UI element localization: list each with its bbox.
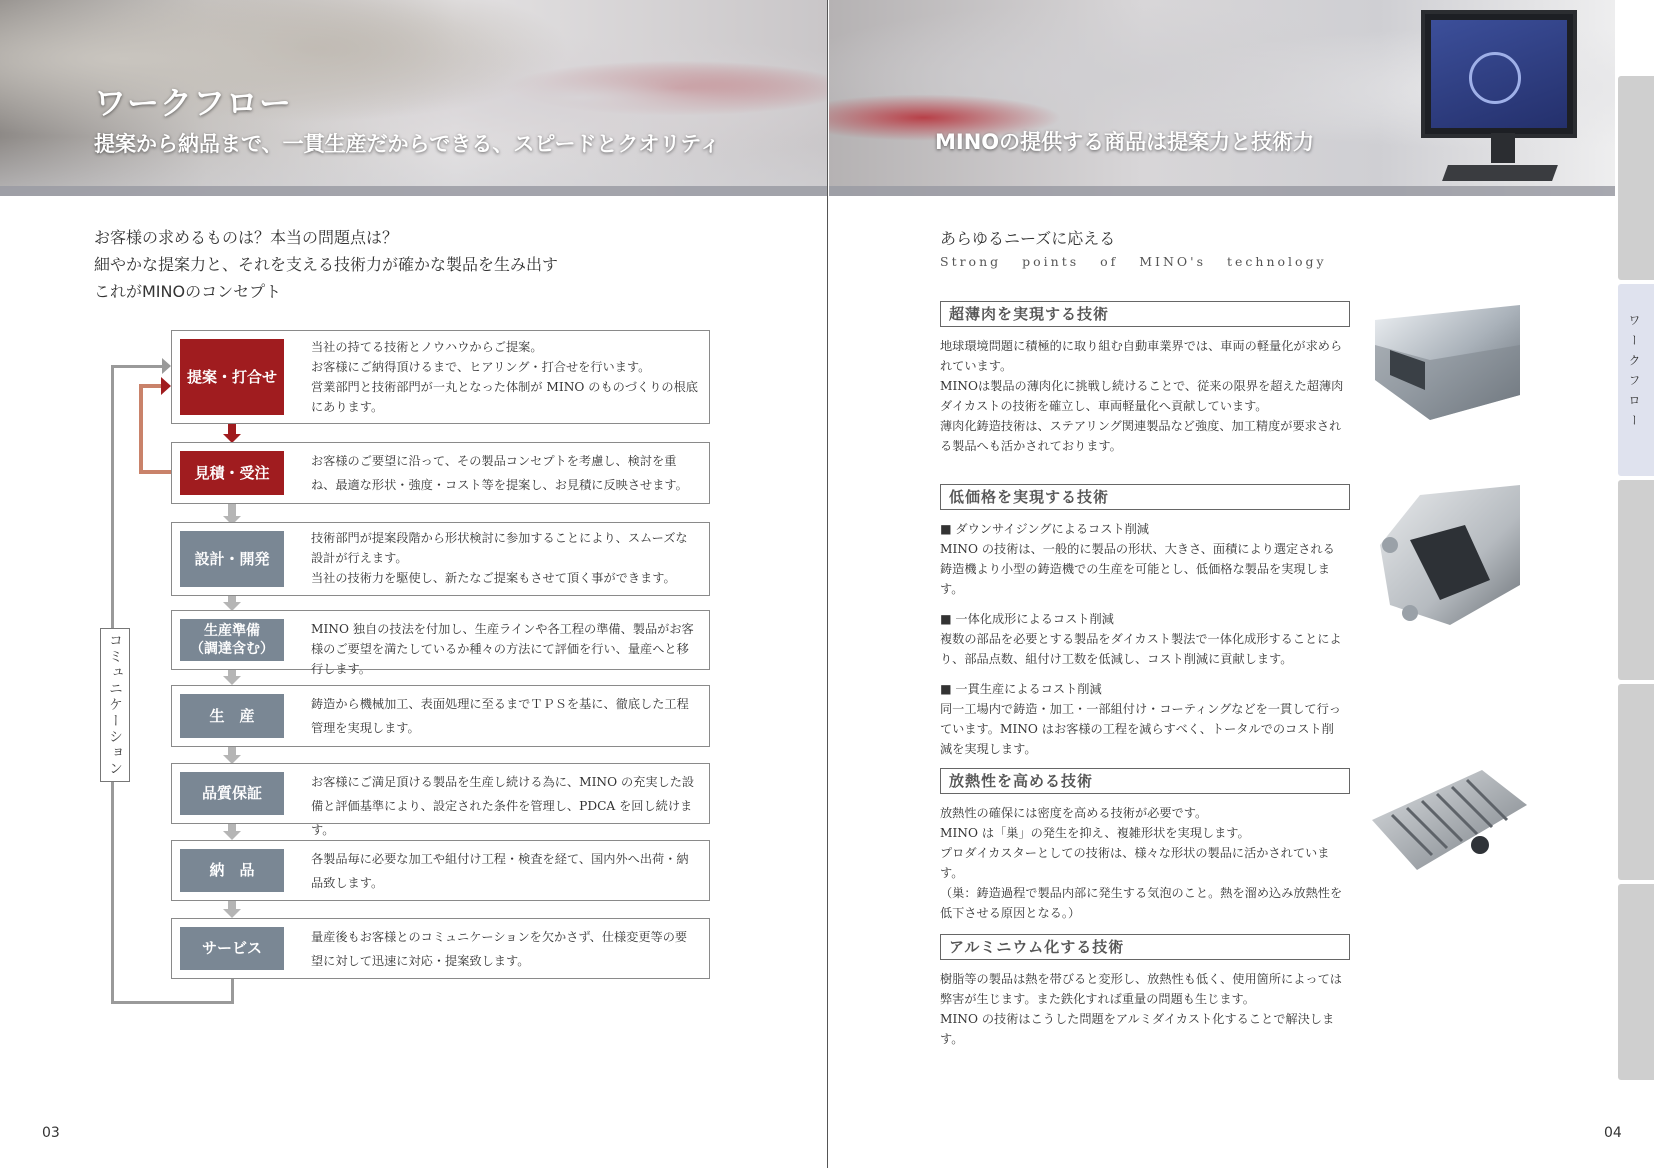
flow-step-label: 見積・受注 [180,451,284,495]
monitor-stand [1491,133,1515,163]
section-body-heat [940,803,1344,923]
section-paragraph: 樹脂等の製品は熱を帯びると変形し、放熱性も低く、使用箇所によっては弊害が生じます。また鉄化すれば重量の問題も生じます。 [940,972,1342,1006]
cost-item-heading: ■ ダウンサイジングによるコスト削減 [940,522,1149,536]
flow-step-service [171,918,710,979]
side-tab-1[interactable] [1618,76,1654,280]
flow-step-label: 品質保証 [180,772,284,815]
flow-step-label: 設計・開発 [180,531,284,587]
right-header-banner [829,0,1615,196]
flow-step-description: お客様のご要望に沿って、その製品コンセプトを考慮し、検討を重ね、最適な形状・強度・コスト等を提案し、お見積に反映させます。 [311,454,688,492]
section-paragraph: MINO の技術はこうした問題をアルミダイカスト化することで解決します。 [940,1012,1335,1046]
flow-step-label: 提案・打合せ [180,339,284,415]
loop-line-top [111,365,164,368]
page-spine [827,0,828,1168]
feedback-line-top [139,384,163,388]
left-header-banner [0,0,827,196]
section-paragraph: （巣：鋳造過程で製品内部に発生する気泡のこと。熱を溜め込み放熱性を低下させる原因となる。） [940,886,1343,920]
feedback-arrow-head [161,377,171,395]
side-tab-workflow[interactable] [1618,284,1654,476]
side-tab-3[interactable] [1618,480,1654,680]
cost-item-heading: ■ 一体化成形によるコスト削減 [940,612,1114,626]
concept-line-1: お客様の求めるものは？本当の問題点は？ [94,228,399,247]
flow-step-label: 納 品 [180,849,284,892]
page-number-right: 04 [1604,1125,1622,1141]
left-banner-subtitle: 提案から納品まで、一貫生産だからできる、スピードとクオリティ [94,132,721,156]
section-title-aluminum: アルミニウム化する技術 [940,934,1350,960]
monitor-image [1421,10,1577,138]
flow-step-label: 生産準備 （調達含む） [180,619,284,661]
connector-arrow-7-8 [223,909,241,918]
right-banner-title: MINOの提供する商品は提案力と技術力 [935,130,1315,154]
flow-step-label: サービス [180,927,284,970]
section-title-low-cost: 低価格を実現する技術 [940,484,1350,510]
connector-2-3 [228,502,236,516]
flow-step-quality [171,763,710,837]
flow-step-proposal [171,330,710,424]
flow-step-description: 技術部門が提案段階から形状検討に参加することにより、スムーズな設計が行えます。 当社の技術力を駆使し、新たなご提案もさせて頂く事ができます。 [311,531,688,585]
low-cost-product-image [1370,485,1524,630]
section-paragraph: 放熱性の確保には密度を高める技術が必要です。 [940,806,1208,820]
concept-text [94,224,558,305]
cost-item-text: 複数の部品を必要とする製品をダイカスト製法で一体化成形することにより、部品点数、組付け工数を低減し、コスト削減に貢献します。 [940,632,1342,666]
connector-arrow-4-5 [223,676,241,685]
feedback-line-vertical [139,384,143,474]
side-tab-label: ワークフロー [1627,314,1641,434]
right-heading: あらゆるニーズに応える [940,229,1116,248]
flow-step-description: お客様にご満足頂ける製品を生産し続ける為に、MINO の充実した設備と評価基準により、設定された条件を管理し、PDCA を回し続けます。 [311,775,695,837]
section-title-thin-wall: 超薄肉を実現する技術 [940,301,1350,327]
section-paragraph: MINOは製品の薄肉化に挑戦し続けることで、従来の限界を超えた超薄肉ダイカストの技術を確立し、車両軽量化へ貢献しています。 [940,379,1344,413]
flow-step-description: 各製品毎に必要な加工や組付け工程・検査を経て、国内外へ出荷・納品致します。 [311,852,689,890]
thin-wall-product-image [1370,300,1524,425]
banner-strip [0,186,827,196]
cost-item-heading: ■ 一貫生産によるコスト削減 [940,682,1102,696]
section-title-heat: 放熱性を高める技術 [940,768,1350,794]
heat-sink-product-image [1362,760,1532,885]
flow-step-estimate [171,442,710,504]
flow-step-design [171,522,710,596]
keyboard-image [1442,165,1558,181]
flow-step-description: 鋳造から機械加工、表面処理に至るまでＴＰＳを基に、徹底した工程管理を実現します。 [311,697,689,735]
page-number-left: 03 [42,1125,60,1141]
side-tab-4[interactable] [1618,684,1654,880]
section-body-aluminum [940,969,1344,1049]
loop-line-bottom [111,1001,234,1004]
loop-line-service [231,977,234,1004]
section-paragraph: プロダイカスターとしての技術は、様々な形状の製品に活かされています。 [940,846,1330,880]
cost-item-text: 同一工場内で鋳造・加工・一部組付け・コーティングなどを一貫して行っています。MINO はお客様の工程を減らすべく、トータルでのコスト削減を実現します。 [940,702,1341,756]
left-banner-title: ワークフロー [94,84,293,122]
flow-step-production [171,685,710,747]
section-paragraph: 薄肉化鋳造技術は、ステアリング関連製品など強度、加工精度が要求される製品へも活かされております。 [940,419,1342,453]
flow-step-preparation [171,610,710,676]
flow-step-description: 当社の持てる技術とノウハウからご提案。 お客様にご納得頂けるまで、ヒアリング・打合せを行います。 営業部門と技術部門が一丸となった体制が MINO のものづくりの根底にあります。 [311,340,698,414]
concept-line-3: これがMINOのコンセプト [94,282,282,301]
banner-strip [829,186,1615,196]
communication-label-box [100,628,130,782]
cost-item-text: MINO の技術は、一般的に製品の形状、大きさ、面積により選定される鋳造機より小型の鋳造機での生産を可能とし、低価格な製品を実現します。 [940,542,1335,596]
flow-step-description: MINO 独自の技法を付加し、生産ラインや各工程の準備、製品がお客様のご要望を満たしているか種々の方法にて評価を行い、量産へと移行します。 [311,622,694,676]
right-subheading: Strong points of MINO's technology [940,254,1327,269]
concept-line-2: 細やかな提案力と、それを支える技術力が確かな製品を生み出す [94,255,559,274]
section-paragraph: MINO は「巣」の発生を抑え、複雑形状を実現します。 [940,826,1250,840]
flow-step-delivery [171,840,710,901]
section-body-low-cost [940,516,1344,759]
flow-step-description: 量産後もお客様とのコミュニケーションを欠かさず、仕様変更等の要望に対して迅速に対応・提案致します。 [311,930,688,968]
side-tab-5[interactable] [1618,884,1654,1080]
connector-arrow-6-7 [223,831,241,840]
communication-label: コミュニケーション [107,633,123,777]
section-paragraph: 地球環境問題に積極的に取り組む自動車業界では、車両の軽量化が求められています。 [940,339,1343,373]
flow-step-label: 生 産 [180,694,284,738]
section-body-thin-wall [940,336,1344,456]
loop-arrow-head [162,358,171,374]
